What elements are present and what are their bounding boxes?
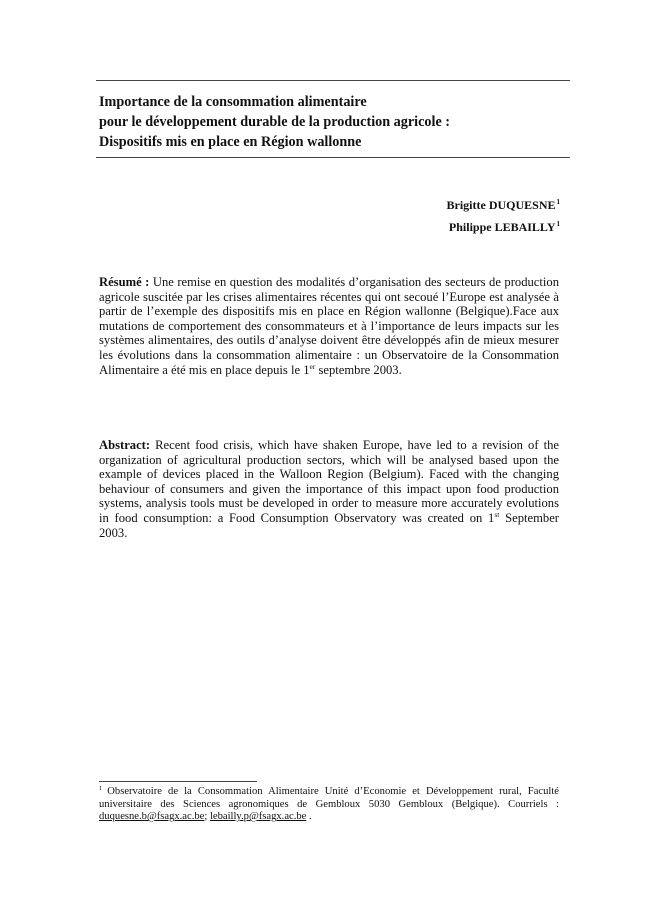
title-line-2: pour le développement durable de la production agricole :	[99, 114, 451, 130]
footnote-end: .	[306, 811, 312, 823]
abstract-ordinal: st	[494, 509, 500, 519]
resume-paragraph	[99, 275, 559, 377]
email-link-duquesne[interactable]: duquesne.b@fsagx.ac.be	[99, 811, 205, 823]
author-list	[447, 193, 561, 237]
footnote	[99, 786, 559, 824]
author-name: Brigitte DUQUESNE	[446, 198, 556, 212]
abstract-text-end: September 2003.	[99, 510, 559, 540]
resume-text-end: septembre 2003.	[315, 362, 402, 377]
affiliation-mark: 1	[556, 198, 560, 206]
title-top-rule	[96, 80, 570, 81]
footnote-mark: 1	[99, 785, 103, 792]
title-line-1: Importance de la consommation alimentaire	[99, 94, 367, 110]
author	[447, 215, 561, 237]
abstract-paragraph	[99, 438, 559, 540]
email-separator: ;	[204, 811, 210, 823]
resume-label: Résumé :	[99, 275, 150, 289]
title-bottom-rule	[96, 157, 570, 158]
author	[447, 193, 561, 215]
resume-text: Une remise en question des modalités d’organisation des secteurs de production agricole suscitée par les crises alimentaires récentes qui ont secoué l’Europe est analysée à partir de l’exemple des dispositifs mis en place en Région wallonne (Belgique).Face aux mutations de comportement des consommateurs et à l’importance de leurs impacts sur les systèmes alimentaires, des outils d’analyse doivent être développés afin de mieux mesurer les évolutions dans la consommation alimentaire : un Observatoire de la Consommation Alimentaire a été mis en place depuis le 1	[99, 275, 559, 377]
abstract-text: Recent food crisis, which have shaken Europe, have led to a revision of the organization of agricultural production sectors, which will be analysed based upon the example of devices placed in the Walloon Region (Belgium). Faced with the changing behaviour of consumers and given the importance of this impact upon food production systems, analysis tools must be developed in order to measure more accurately evolutions in food consumption: a Food Consumption Observatory was created on 1	[99, 438, 559, 525]
abstract-label: Abstract:	[99, 438, 151, 452]
email-link-lebailly[interactable]: lebailly.p@fsagx.ac.be	[209, 811, 307, 823]
footnote-text: Observatoire de la Consommation Alimentaire Unité d’Economie et Développement rural, Faculté universitaire des Sciences agronomiques de Gembloux 5030 Gembloux (Belgique). Courriels :	[99, 786, 559, 810]
affiliation-mark: 1	[556, 220, 560, 228]
resume-ordinal: er	[309, 361, 316, 371]
author-name: Philippe LEBAILLY	[448, 220, 556, 234]
footnote-rule	[99, 781, 257, 782]
paper-title	[99, 92, 569, 152]
title-line-3: Dispositifs mis en place en Région wallonne	[99, 134, 362, 150]
